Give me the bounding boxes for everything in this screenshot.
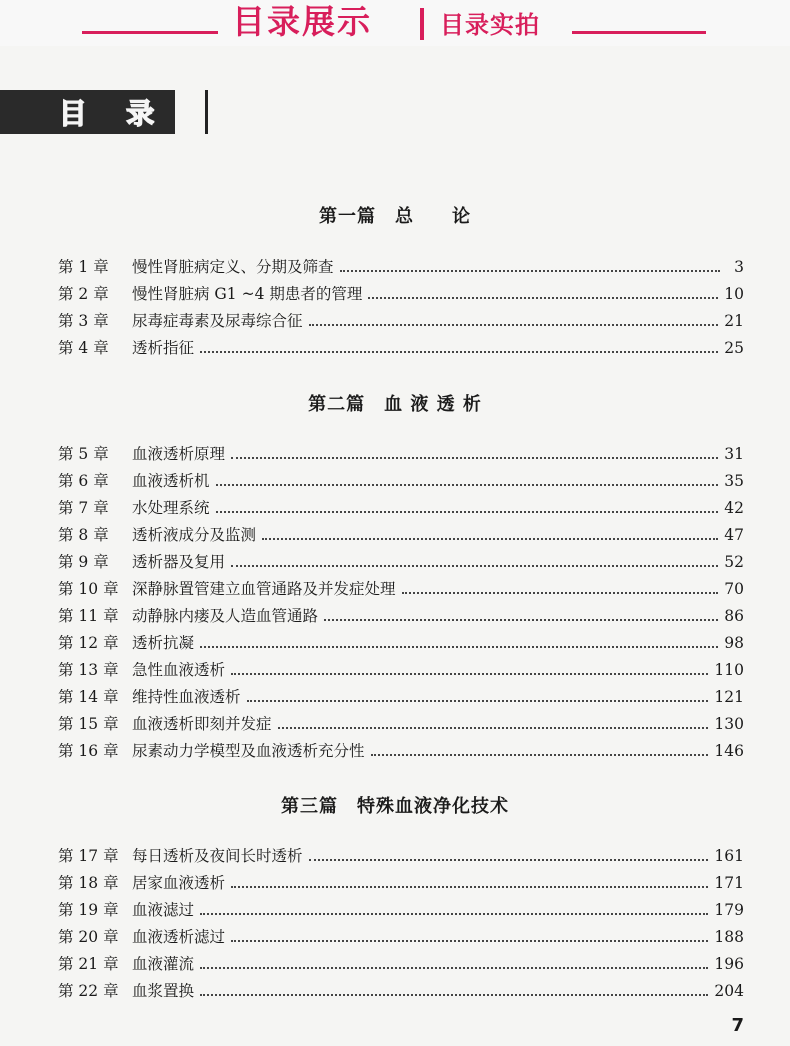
page-ref: 204 [714,982,744,1000]
toc-entry[interactable] [58,281,744,305]
chapter-title: 血液透析滤过 [132,928,226,946]
chapter-title: 急性血液透析 [132,661,226,679]
toc-heading-bar [205,90,208,134]
dot-leader [200,912,708,915]
page-ref: 3 [734,258,744,276]
banner-subtitle: 目录实拍 [440,11,540,39]
page-ref: 161 [714,847,744,865]
page-ref: 42 [724,499,744,517]
dot-leader [231,564,718,567]
toc-heading-char-2: 录 [126,97,157,130]
toc-entry[interactable] [58,897,744,921]
chapter-title: 血液透析即刻并发症 [132,715,272,733]
chapter-title: 透析抗凝 [132,634,195,652]
toc-entry[interactable] [58,951,744,975]
part-title: 第一篇 总 论 [319,206,471,227]
toc-entry[interactable] [58,254,744,278]
dot-leader [309,858,709,861]
dot-leader [200,645,718,648]
page-ref: 121 [714,688,744,706]
chapter-number: 第 17 章 [58,847,119,865]
toc-entry[interactable] [58,576,744,600]
chapter-number: 第 11 章 [58,607,119,625]
dot-leader [247,699,709,702]
dot-leader [231,672,708,675]
chapter-title: 慢性肾脏病定义、分期及筛查 [132,258,334,276]
chapter-number: 第 6 章 [58,472,109,490]
chapter-title: 慢性肾脏病 G1 ~4 期患者的管理 [132,285,363,303]
top-banner [0,0,790,46]
chapter-number: 第 1 章 [58,258,109,276]
chapter-number: 第 9 章 [58,553,109,571]
toc-entry[interactable] [58,308,744,332]
chapter-title: 血液灌流 [132,955,195,973]
dot-leader [231,885,708,888]
chapter-number: 第 14 章 [58,688,119,706]
toc-entry[interactable] [58,870,744,894]
page-ref: 188 [714,928,744,946]
toc-entry[interactable] [58,441,744,465]
dot-leader [324,618,718,621]
chapter-title: 血液透析原理 [132,445,226,463]
dot-leader [278,726,709,729]
dot-leader [200,993,708,996]
dot-leader [262,537,718,540]
chapter-title: 血液滤过 [132,901,195,919]
page-ref: 196 [714,955,744,973]
banner-title: 目录展示 [232,2,372,41]
toc-entry[interactable] [58,630,744,654]
page-ref: 52 [724,553,744,571]
dot-leader [340,269,720,272]
dot-leader [402,591,719,594]
part-title: 第三篇 特殊血液净化技术 [281,796,509,817]
page-ref: 47 [724,526,744,544]
toc-entry[interactable] [58,495,744,519]
chapter-number: 第 2 章 [58,285,109,303]
page-ref: 35 [724,472,744,490]
page-ref: 130 [714,715,744,733]
chapter-title: 血液透析机 [132,472,210,490]
chapter-number: 第 19 章 [58,901,119,919]
page-number: 7 [731,1015,744,1036]
chapter-number: 第 3 章 [58,312,109,330]
toc-heading [0,90,175,134]
chapter-number: 第 13 章 [58,661,119,679]
dot-leader [200,350,718,353]
chapter-number: 第 12 章 [58,634,119,652]
toc-entry[interactable] [58,978,744,1002]
page-ref: 171 [714,874,744,892]
page-ref: 31 [724,445,744,463]
chapter-number: 第 15 章 [58,715,119,733]
page-ref: 21 [724,312,744,330]
dot-leader [216,510,719,513]
dot-leader [368,296,718,299]
chapter-number: 第 20 章 [58,928,119,946]
chapter-number: 第 7 章 [58,499,109,517]
dot-leader [231,939,708,942]
chapter-number: 第 10 章 [58,580,119,598]
page-ref: 25 [724,339,744,357]
toc-entry[interactable] [58,522,744,546]
page-ref: 179 [714,901,744,919]
chapter-title: 深静脉置管建立血管通路及并发症处理 [132,580,396,598]
chapter-number: 第 18 章 [58,874,119,892]
chapter-title: 透析器及复用 [132,553,226,571]
chapter-title: 血浆置换 [132,982,195,1000]
chapter-title: 动静脉内瘘及人造血管通路 [132,607,319,625]
chapter-title: 每日透析及夜间长时透析 [132,847,303,865]
page-ref: 70 [724,580,744,598]
toc-entry[interactable] [58,549,744,573]
page-ref: 98 [724,634,744,652]
banner-divider [420,8,424,40]
chapter-title: 维持性血液透析 [132,688,241,706]
chapter-number: 第 4 章 [58,339,109,357]
chapter-title: 透析指征 [132,339,195,357]
chapter-number: 第 8 章 [58,526,109,544]
page-ref: 110 [714,661,744,679]
chapter-title: 尿素动力学模型及血液透析充分性 [132,742,365,760]
toc-entry[interactable] [58,738,744,762]
toc-entry[interactable] [58,684,744,708]
chapter-number: 第 22 章 [58,982,119,1000]
toc-entry[interactable] [58,335,744,359]
toc-entry[interactable] [58,924,744,948]
part-title: 第二篇 血 液 透 析 [308,394,482,415]
toc-entry[interactable] [58,657,744,681]
dot-leader [200,966,708,969]
chapter-title: 透析液成分及监测 [132,526,257,544]
chapter-number: 第 21 章 [58,955,119,973]
page-ref: 10 [724,285,744,303]
dot-leader [231,456,718,459]
banner-rule-right [572,31,706,34]
toc-entry[interactable] [58,711,744,735]
dot-leader [371,753,709,756]
chapter-title: 水处理系统 [132,499,210,517]
toc-heading-char-1: 目 [58,97,89,130]
toc-entry[interactable] [58,843,744,867]
chapter-number: 第 16 章 [58,742,119,760]
dot-leader [309,323,719,326]
dot-leader [216,483,719,486]
banner-rule-left [82,31,218,34]
chapter-number: 第 5 章 [58,445,109,463]
page-ref: 146 [714,742,744,760]
toc-entry[interactable] [58,603,744,627]
toc-entry[interactable] [58,468,744,492]
chapter-title: 尿毒症毒素及尿毒综合征 [132,312,303,330]
chapter-title: 居家血液透析 [132,874,226,892]
page-ref: 86 [724,607,744,625]
